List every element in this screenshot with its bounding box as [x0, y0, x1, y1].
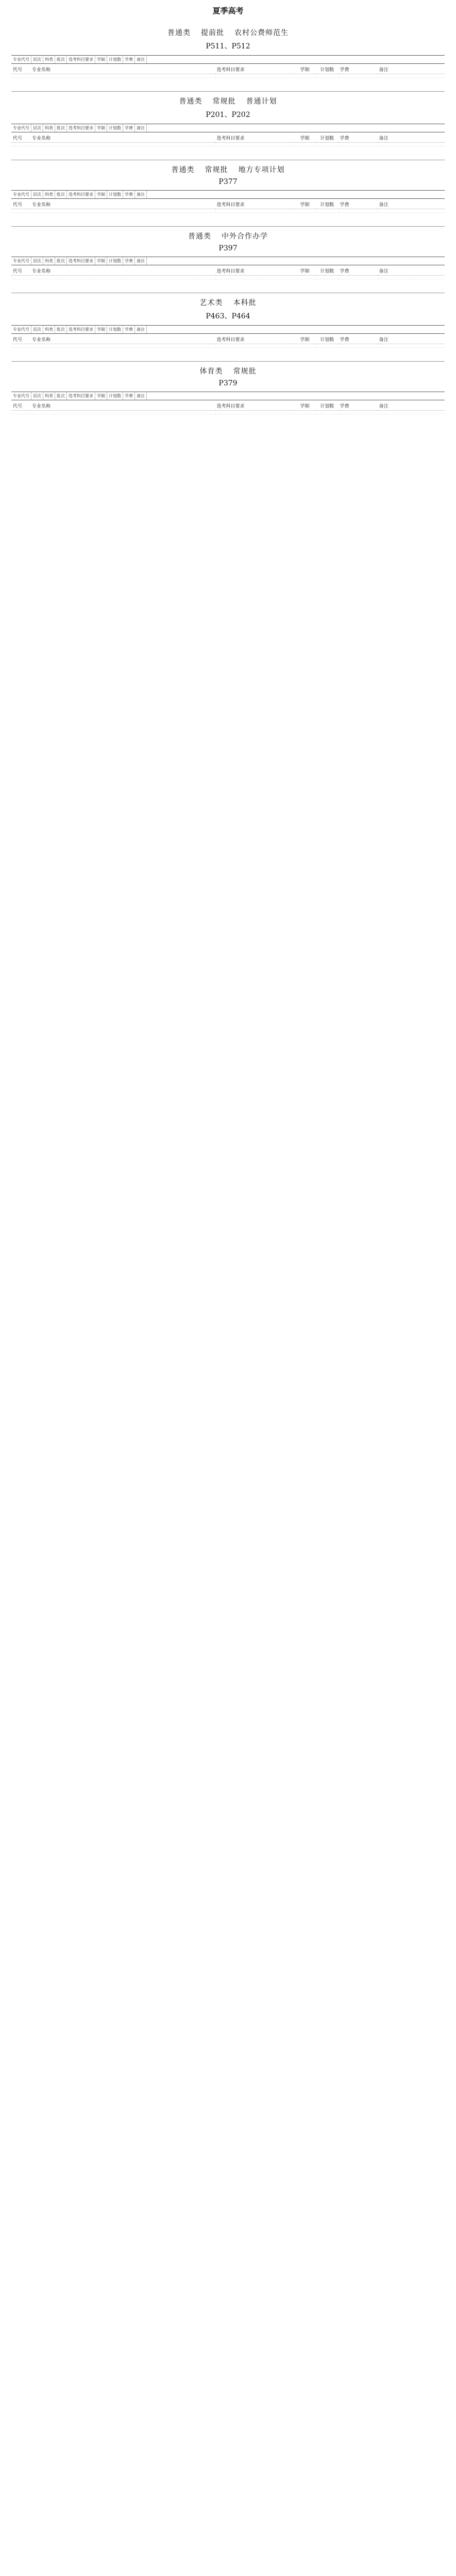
column-header-cell: 选考科目要求 [67, 392, 95, 400]
section-plan-codes: P377 [218, 178, 238, 186]
column-header-cell: 科类 [43, 124, 55, 132]
section-heading-part: 普通类 [171, 166, 195, 174]
plan-table-head [11, 401, 445, 411]
plan-table-head [11, 266, 445, 276]
column-header-cell: 计划数 [107, 124, 123, 132]
column-header-cell: 层次 [31, 56, 43, 63]
plan-section [11, 293, 445, 348]
section-heading-part: 普通类 [179, 97, 202, 106]
plan-table-header-plan: 计划数 [316, 266, 338, 276]
column-header-cell: 批次 [55, 326, 67, 333]
plan-table-header-plan: 计划数 [316, 200, 338, 209]
plan-table-body [11, 411, 445, 414]
plan-table-header-req: 选考科目要求 [215, 335, 294, 344]
section-heading-part: 普通类 [167, 29, 191, 37]
plan-table-header-fee: 学费 [339, 335, 378, 344]
column-header-bar [11, 257, 445, 265]
school-name [11, 74, 445, 78]
column-header-cell: 层次 [31, 124, 43, 132]
column-header-cell: 专业代号 [11, 257, 31, 265]
plan-table-header-fee: 学费 [339, 200, 378, 209]
school-name [11, 143, 445, 146]
column-header-cell: 计划数 [107, 326, 123, 333]
plan-table-head [11, 133, 445, 143]
column-header-cell: 层次 [31, 191, 43, 198]
section-heading-part: 常规批 [212, 97, 236, 106]
school-name [11, 344, 445, 348]
plan-table-header-years: 学制 [294, 266, 316, 276]
plan-table-head [11, 65, 445, 74]
column-header-cell: 专业代号 [11, 191, 31, 198]
section-heading [11, 96, 445, 106]
column-header-cell: 批次 [55, 392, 67, 400]
plan-table-header-name: 专业名称 [30, 65, 215, 74]
plan-table-header-row [11, 65, 445, 74]
plan-table-body [11, 74, 445, 78]
section-heading-part: 提前批 [201, 29, 224, 37]
column-header-cell: 专业代号 [11, 124, 31, 132]
plan-table-header-code: 代号 [11, 200, 30, 209]
plan-table-header-years: 学制 [294, 401, 316, 411]
school-row [11, 411, 445, 414]
plan-table [11, 335, 445, 348]
plan-table-header-name: 专业名称 [30, 200, 215, 209]
plan-table-header-plan: 计划数 [316, 401, 338, 411]
column-header-cell: 层次 [31, 392, 43, 400]
column-header-cell: 专业代号 [11, 326, 31, 333]
plan-table-body [11, 143, 445, 146]
column-header-bar [11, 55, 445, 64]
column-header-bar [11, 325, 445, 334]
plan-table-header-req: 选考科目要求 [215, 266, 294, 276]
section-plan-codes: P463、P464 [206, 312, 250, 320]
school-row [11, 143, 445, 146]
plan-table-header-plan: 计划数 [316, 133, 338, 143]
plan-table-header-years: 学制 [294, 133, 316, 143]
school-row [11, 209, 445, 213]
section-heading [11, 297, 445, 308]
plan-table-header-note: 备注 [378, 200, 445, 209]
plan-table-header-fee: 学费 [339, 266, 378, 276]
plan-table-body [11, 276, 445, 279]
column-header-cell: 备注 [135, 257, 147, 265]
column-header-cell: 学费 [123, 56, 135, 63]
column-header-bar [11, 124, 445, 132]
section-plan-codes: P397 [218, 244, 238, 252]
plan-table-header-years: 学制 [294, 65, 316, 74]
plan-table-body [11, 209, 445, 213]
plan-section [11, 361, 445, 414]
column-header-cell: 专业代号 [11, 56, 31, 63]
plan-section [11, 160, 445, 213]
section-heading-part: 普通类 [188, 232, 211, 241]
plan-section [11, 23, 445, 78]
section-heading-part: 普通计划 [246, 97, 277, 106]
section-heading-part: 常规批 [205, 166, 228, 174]
plan-table-header-req: 选考科目要求 [215, 401, 294, 411]
plan-table-header-code: 代号 [11, 266, 30, 276]
column-header-cell: 批次 [55, 257, 67, 265]
column-header-cell: 科类 [43, 392, 55, 400]
section-heading-part: 艺术类 [199, 299, 223, 307]
column-header-cell: 学制 [95, 392, 107, 400]
column-header-cell: 学费 [123, 326, 135, 333]
plan-table [11, 266, 445, 279]
column-header-cell: 科类 [43, 326, 55, 333]
school-name [11, 209, 445, 213]
plan-table-head [11, 335, 445, 344]
plan-table-header-note: 备注 [378, 335, 445, 344]
column-header-cell: 批次 [55, 56, 67, 63]
plan-table-header-code: 代号 [11, 65, 30, 74]
column-header-cell: 层次 [31, 257, 43, 265]
column-header-cell: 选考科目要求 [67, 257, 95, 265]
column-header-cell: 学费 [123, 392, 135, 400]
column-header-cell: 学费 [123, 124, 135, 132]
plan-table-header-row [11, 133, 445, 143]
section-heading [11, 366, 445, 376]
column-header-cell: 计划数 [107, 257, 123, 265]
column-header-cell: 科类 [43, 191, 55, 198]
column-header-cell: 学制 [95, 191, 107, 198]
column-header-cell: 备注 [135, 392, 147, 400]
column-header-cell: 科类 [43, 257, 55, 265]
school-row [11, 74, 445, 78]
plan-table-header-years: 学制 [294, 335, 316, 344]
column-header-cell: 备注 [135, 326, 147, 333]
section-heading-part: 农村公费师范生 [234, 29, 289, 37]
plan-table-header-code: 代号 [11, 401, 30, 411]
column-header-cell: 选考科目要求 [67, 191, 95, 198]
plan-table-header-row [11, 266, 445, 276]
column-header-cell: 科类 [43, 56, 55, 63]
plan-table-header-name: 专业名称 [30, 401, 215, 411]
plan-table-header-row [11, 200, 445, 209]
section-heading-part: 体育类 [199, 367, 223, 376]
column-header-cell: 选考科目要求 [67, 326, 95, 333]
column-header-cell: 备注 [135, 191, 147, 198]
column-header-cell: 学制 [95, 257, 107, 265]
school-name [11, 276, 445, 279]
plan-table-header-fee: 学费 [339, 401, 378, 411]
section-heading [11, 164, 445, 175]
plan-table-header-years: 学制 [294, 200, 316, 209]
column-header-cell: 计划数 [107, 191, 123, 198]
plan-table-header-req: 选考科目要求 [215, 200, 294, 209]
school-row [11, 276, 445, 279]
plan-section [11, 91, 445, 146]
plan-table-header-plan: 计划数 [316, 65, 338, 74]
column-header-cell: 批次 [55, 124, 67, 132]
plan-table [11, 401, 445, 414]
section-heading-part: 地方专项计划 [238, 166, 285, 174]
section-plan-codes: P201、P202 [206, 111, 250, 119]
plan-table [11, 65, 445, 78]
column-header-cell: 批次 [55, 191, 67, 198]
section-heading [11, 27, 445, 38]
plan-table-header-row [11, 335, 445, 344]
column-header-cell: 选考科目要求 [67, 56, 95, 63]
column-header-cell: 计划数 [107, 56, 123, 63]
plan-table-header-note: 备注 [378, 401, 445, 411]
plan-table-header-note: 备注 [378, 133, 445, 143]
plan-table-header-req: 选考科目要求 [215, 65, 294, 74]
plan-table-header-code: 代号 [11, 335, 30, 344]
column-header-cell: 学费 [123, 257, 135, 265]
column-header-bar [11, 190, 445, 199]
column-header-cell: 层次 [31, 326, 43, 333]
plan-table-header-name: 专业名称 [30, 133, 215, 143]
plan-table-header-name: 专业名称 [30, 266, 215, 276]
section-plan-codes: P379 [218, 379, 238, 387]
column-header-cell: 学费 [123, 191, 135, 198]
column-header-bar [11, 392, 445, 400]
plan-table-header-code: 代号 [11, 133, 30, 143]
column-header-cell: 计划数 [107, 392, 123, 400]
page-title: 夏季高考 [212, 6, 244, 15]
plan-section [11, 226, 445, 279]
school-name [11, 411, 445, 414]
column-header-cell: 备注 [135, 56, 147, 63]
plan-table-body [11, 344, 445, 348]
plan-table [11, 200, 445, 213]
school-row [11, 344, 445, 348]
plan-table-header-req: 选考科目要求 [215, 133, 294, 143]
plan-table-head [11, 200, 445, 209]
section-heading-part: 中外合作办学 [222, 232, 268, 241]
plan-table-header-note: 备注 [378, 266, 445, 276]
plan-sections [11, 23, 445, 414]
column-header-cell: 专业代号 [11, 392, 31, 400]
section-plan-codes: P511、P512 [206, 42, 250, 50]
plan-table-header-plan: 计划数 [316, 335, 338, 344]
section-heading-part: 常规批 [233, 367, 257, 376]
column-header-cell: 学制 [95, 124, 107, 132]
plan-table-header-row [11, 401, 445, 411]
plan-table-header-note: 备注 [378, 65, 445, 74]
section-heading-part: 本科批 [233, 299, 257, 307]
plan-table-header-fee: 学费 [339, 65, 378, 74]
plan-table-header-fee: 学费 [339, 133, 378, 143]
plan-table-header-name: 专业名称 [30, 335, 215, 344]
column-header-cell: 学制 [95, 326, 107, 333]
column-header-cell: 学制 [95, 56, 107, 63]
column-header-cell: 选考科目要求 [67, 124, 95, 132]
column-header-cell: 备注 [135, 124, 147, 132]
section-heading [11, 231, 445, 241]
plan-table [11, 133, 445, 146]
